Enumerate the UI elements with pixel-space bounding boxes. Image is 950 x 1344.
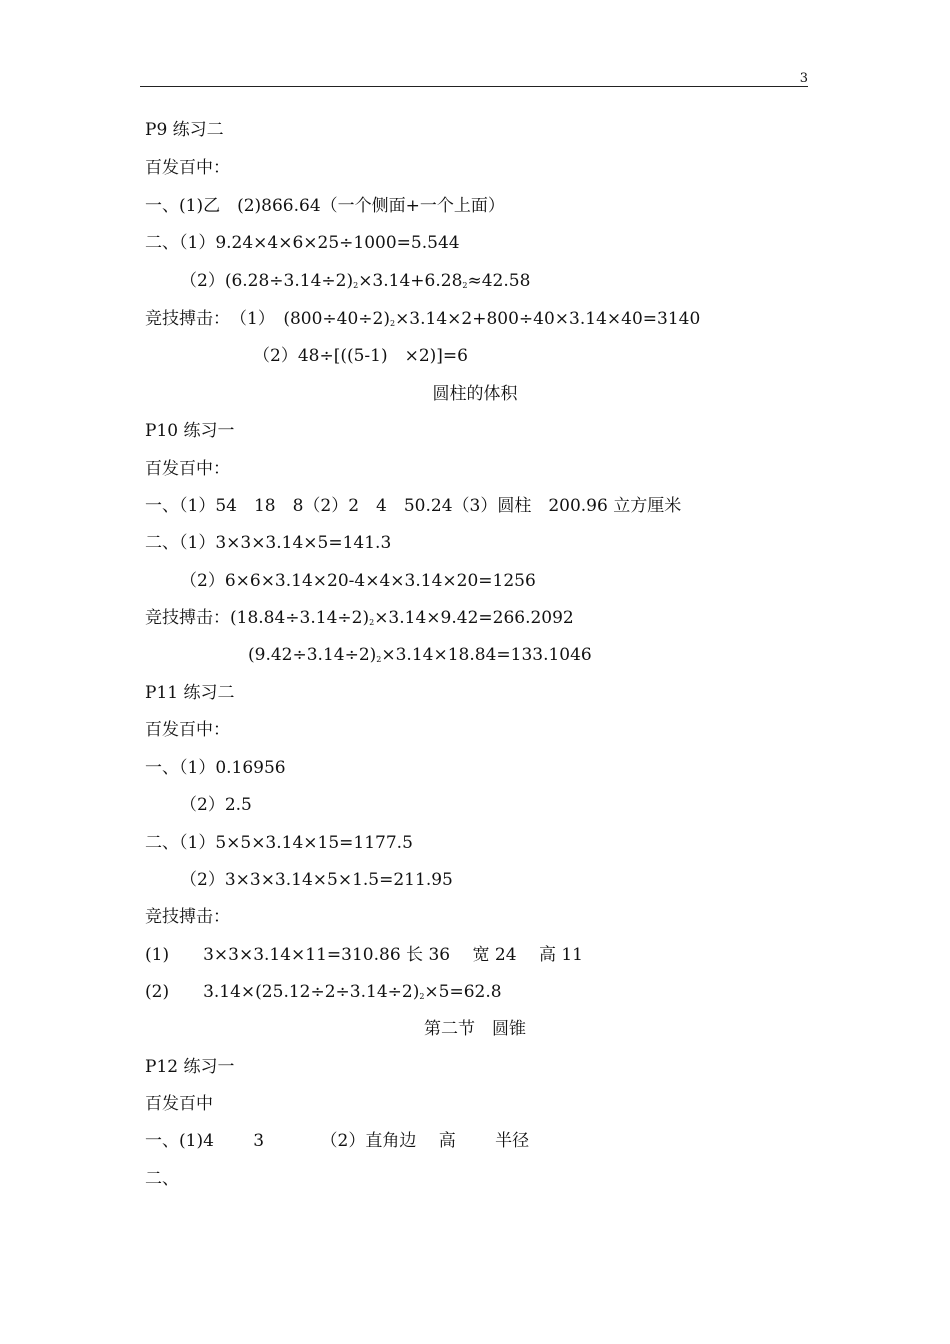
line-answer: 二、（1）9.24×4×6×25÷1000=5.544 bbox=[145, 233, 460, 253]
line-answer bbox=[180, 270, 530, 297]
line-answer: (1) 3×3×3.14×11=310.86 长 36 宽 24 高 11 bbox=[145, 945, 583, 965]
section-p9-title: P9 练习二 bbox=[145, 120, 224, 140]
exponent: 2 bbox=[462, 281, 468, 290]
line-jingji bbox=[145, 607, 574, 634]
line-answer: （2）3×3×3.14×5×1.5=211.95 bbox=[180, 870, 453, 890]
line-answer: 二、（1）5×5×3.14×15=1177.5 bbox=[145, 833, 413, 853]
text-part: ×3.14+6.28 bbox=[358, 271, 463, 291]
text-part: ≈42.58 bbox=[467, 271, 531, 291]
line-jingji: 竞技搏击： bbox=[145, 907, 230, 927]
line-heading-baifa: 百发百中： bbox=[145, 459, 230, 479]
line-jingji bbox=[145, 308, 700, 335]
section-p11-title: P11 练习二 bbox=[145, 683, 235, 703]
text-part: ×3.14×9.42=266.2092 bbox=[374, 608, 574, 628]
section-title: 圆柱的体积 bbox=[432, 384, 518, 404]
text-part: ×3.14×2+800÷40×3.14×40=3140 bbox=[395, 309, 701, 329]
exponent: 2 bbox=[389, 319, 396, 328]
text-part: ×5=62.8 bbox=[424, 982, 502, 1002]
line-answer: （2）2.5 bbox=[180, 795, 252, 815]
exponent: 2 bbox=[419, 992, 425, 1001]
section-p10-title: P10 练习一 bbox=[145, 421, 235, 441]
exponent: 2 bbox=[353, 281, 359, 290]
line-heading-baifa: 百发百中： bbox=[145, 720, 230, 740]
line-heading-baifa: 百发百中： bbox=[145, 158, 230, 178]
line-answer: 一、（1）0.16956 bbox=[145, 758, 286, 778]
line-answer: （2）6×6×3.14×20-4×4×3.14×20=1256 bbox=[180, 571, 536, 591]
text-part: 竞技搏击：(18.84÷3.14÷2) bbox=[145, 608, 370, 628]
header-rule bbox=[140, 86, 808, 87]
text-part: (2) 3.14×(25.12÷2÷3.14÷2) bbox=[145, 982, 420, 1002]
line-answer bbox=[145, 981, 502, 1008]
section-p12-title: P12 练习一 bbox=[145, 1057, 235, 1077]
line-answer: （2）48÷[((5-1) ×2)]=6 bbox=[253, 346, 468, 366]
line-answer: 二、 bbox=[145, 1169, 179, 1189]
exponent: 2 bbox=[376, 655, 382, 664]
page-number: 3 bbox=[799, 71, 808, 86]
text-part: ×3.14×18.84=133.1046 bbox=[381, 645, 592, 665]
line-answer: 二、（1）3×3×3.14×5=141.3 bbox=[145, 533, 392, 553]
text-part: （2）(6.28÷3.14÷2) bbox=[180, 271, 354, 291]
line-answer: 一、（1）54 18 8（2）2 4 50.24（3）圆柱 200.96 立方厘米 bbox=[145, 496, 682, 516]
exponent: 2 bbox=[369, 618, 375, 627]
line-answer: 一、(1)乙 (2)866.64（一个侧面+一个上面） bbox=[145, 196, 505, 216]
line-answer: 一、(1)4 3 （2）直角边 高 半径 bbox=[145, 1131, 530, 1151]
line-heading-baifa: 百发百中 bbox=[145, 1094, 213, 1114]
text-part: (9.42÷3.14÷2) bbox=[248, 645, 377, 665]
section-title: 第二节 圆锥 bbox=[424, 1019, 526, 1039]
line-answer bbox=[248, 644, 592, 671]
text-part: 竞技搏击： （1） (800÷40÷2) bbox=[145, 309, 390, 329]
